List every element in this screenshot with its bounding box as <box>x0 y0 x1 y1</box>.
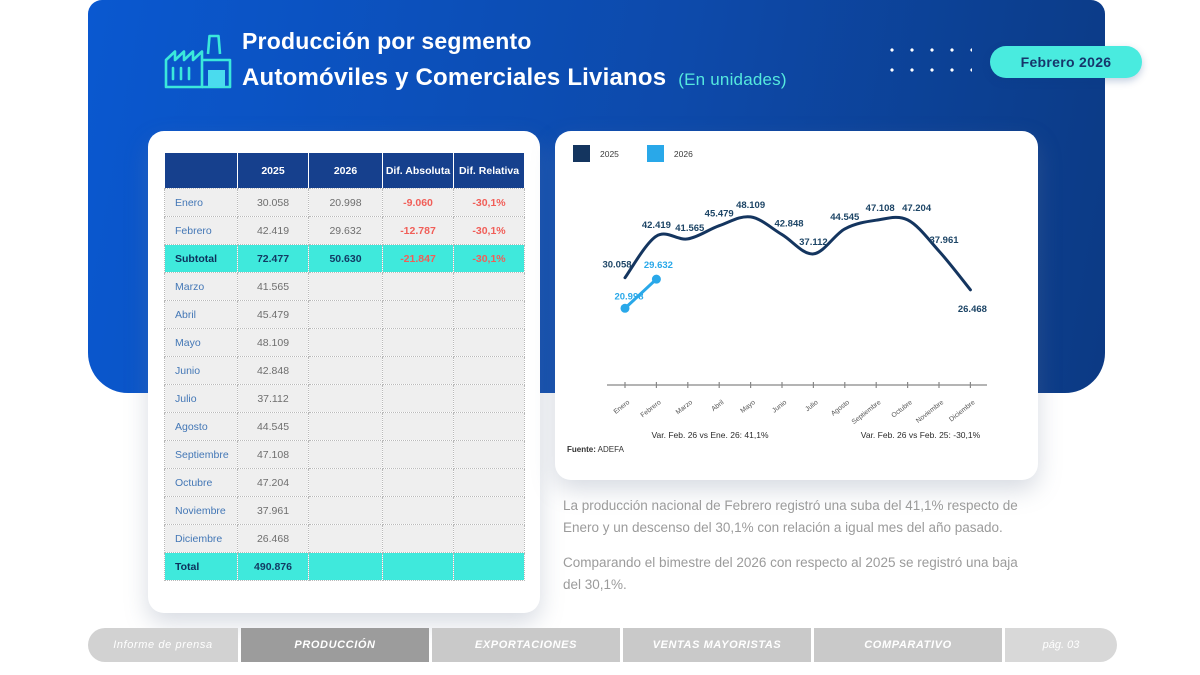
table-cell <box>383 413 454 441</box>
nav-tab-ventas-mayoristas[interactable]: VENTAS MAYORISTAS <box>623 628 811 662</box>
svg-text:44.545: 44.545 <box>830 211 860 223</box>
source-label: Fuente: <box>567 445 596 454</box>
table-cell: -30,1% <box>454 245 525 273</box>
table-cell <box>383 553 454 581</box>
table-cell <box>309 273 383 301</box>
table-cell: -30,1% <box>454 189 525 217</box>
table-cell: 44.545 <box>238 413 309 441</box>
table-cell: 26.468 <box>238 525 309 553</box>
table-cell <box>454 385 525 413</box>
table-cell <box>309 413 383 441</box>
table-cell <box>454 301 525 329</box>
table-cell: Agosto <box>165 413 238 441</box>
table-cell <box>309 357 383 385</box>
legend-label-2025: 2025 <box>600 148 619 159</box>
table-cell: 41.565 <box>238 273 309 301</box>
table-cell: 47.204 <box>238 469 309 497</box>
table-cell: Abril <box>165 301 238 329</box>
factory-icon <box>160 30 238 92</box>
svg-text:Julio: Julio <box>804 399 820 414</box>
svg-text:Febrero: Febrero <box>639 399 663 420</box>
svg-text:30.058: 30.058 <box>602 259 632 271</box>
nav-tab-comparativo[interactable]: COMPARATIVO <box>814 628 1002 662</box>
source-note <box>567 445 624 454</box>
svg-text:Mayo: Mayo <box>739 399 757 415</box>
table-cell <box>309 525 383 553</box>
svg-text:42.419: 42.419 <box>641 220 671 232</box>
table-row <box>165 413 525 441</box>
page-title: Producción por segmento <box>242 28 532 54</box>
svg-text:Marzo: Marzo <box>674 399 695 417</box>
legend-swatch-2026 <box>647 145 664 162</box>
table-cell <box>383 525 454 553</box>
svg-text:26.468: 26.468 <box>957 303 987 315</box>
table-cell <box>454 497 525 525</box>
table-cell <box>383 497 454 525</box>
table-row <box>165 385 525 413</box>
table-cell <box>454 441 525 469</box>
table-cell <box>383 385 454 413</box>
table-cell <box>454 329 525 357</box>
svg-text:Junio: Junio <box>771 399 789 415</box>
table-cell: 490.876 <box>238 553 309 581</box>
table-row <box>165 329 525 357</box>
svg-text:47.108: 47.108 <box>865 203 895 215</box>
table-cell <box>309 441 383 469</box>
legend-label-2026: 2026 <box>673 148 693 159</box>
table-cell: Mayo <box>165 329 238 357</box>
column-header <box>165 153 238 189</box>
table-cell <box>454 273 525 301</box>
variation-vs-prev-year: Var. Feb. 26 vs Feb. 25: -30,1% <box>860 430 981 440</box>
table-cell <box>383 441 454 469</box>
table-cell: 42.848 <box>238 357 309 385</box>
table-cell: Septiembre <box>165 441 238 469</box>
svg-text:42.848: 42.848 <box>774 218 804 230</box>
svg-text:41.565: 41.565 <box>675 222 705 234</box>
summary-text <box>563 495 1023 608</box>
svg-text:Diciembre: Diciembre <box>948 399 977 424</box>
table-row <box>165 189 525 217</box>
table-cell: 45.479 <box>238 301 309 329</box>
table-cell: 37.112 <box>238 385 309 413</box>
table-cell <box>383 273 454 301</box>
summary-paragraph-1: La producción nacional de Febrero registró una suba del 41,1% respecto de Enero y un descenso del 30,1% con relación a igual mes del año pasado. <box>563 498 1018 535</box>
table-cell: 20.998 <box>309 189 383 217</box>
table-cell: Octubre <box>165 469 238 497</box>
page-number: pág. 03 <box>1005 628 1117 662</box>
column-header: Dif. Absoluta <box>383 153 454 189</box>
table-cell: Marzo <box>165 273 238 301</box>
table-row <box>165 245 525 273</box>
svg-text:Abril: Abril <box>710 399 726 413</box>
table-cell: -12.787 <box>383 217 454 245</box>
table-row <box>165 217 525 245</box>
table-cell: Noviembre <box>165 497 238 525</box>
table-row <box>165 357 525 385</box>
table-cell: -9.060 <box>383 189 454 217</box>
table-cell: 72.477 <box>238 245 309 273</box>
table-cell: Julio <box>165 385 238 413</box>
svg-text:Noviembre: Noviembre <box>915 399 946 425</box>
table-cell <box>383 469 454 497</box>
table-cell <box>454 525 525 553</box>
svg-text:Agosto: Agosto <box>830 399 852 418</box>
table-row <box>165 497 525 525</box>
table-cell <box>309 301 383 329</box>
table-row <box>165 273 525 301</box>
dot-grid-decoration <box>880 38 972 88</box>
table-row <box>165 469 525 497</box>
table-cell <box>309 329 383 357</box>
table-cell <box>454 469 525 497</box>
table-cell: 47.108 <box>238 441 309 469</box>
table-cell: 37.961 <box>238 497 309 525</box>
table-cell: Subtotal <box>165 245 238 273</box>
table-row <box>165 441 525 469</box>
page-subtitle <box>242 64 787 92</box>
svg-text:Enero: Enero <box>612 399 632 416</box>
nav-tab-producci-n[interactable]: PRODUCCIÓN <box>241 628 429 662</box>
production-table-card <box>148 131 540 613</box>
source-value: ADEFA <box>597 445 624 454</box>
svg-text:48.109: 48.109 <box>736 199 766 211</box>
table-cell: -21.847 <box>383 245 454 273</box>
production-chart-card <box>555 131 1038 480</box>
table-cell <box>309 469 383 497</box>
table-cell: Total <box>165 553 238 581</box>
table-cell <box>309 385 383 413</box>
svg-text:45.479: 45.479 <box>704 208 734 220</box>
table-cell <box>383 301 454 329</box>
table-cell: Junio <box>165 357 238 385</box>
table-row <box>165 301 525 329</box>
chart-legend <box>573 145 693 162</box>
svg-text:37.961: 37.961 <box>929 235 959 247</box>
footer-navigation <box>88 628 1117 662</box>
variation-vs-prev-month: Var. Feb. 26 vs Ene. 26: 41,1% <box>651 430 769 440</box>
table-cell <box>454 357 525 385</box>
svg-text:20.998: 20.998 <box>614 291 644 303</box>
period-badge: Febrero 2026 <box>990 46 1142 78</box>
table-cell <box>454 413 525 441</box>
table-cell: 29.632 <box>309 217 383 245</box>
table-cell <box>454 553 525 581</box>
summary-paragraph-2: Comparando el bimestre del 2026 con respecto al 2025 se registró una baja del 30,1%. <box>563 554 1018 592</box>
table-cell: -30,1% <box>454 217 525 245</box>
production-table <box>164 152 525 581</box>
svg-text:Octubre: Octubre <box>890 399 914 420</box>
table-cell <box>309 553 383 581</box>
segment-title: Automóviles y Comerciales Livianos <box>242 64 667 91</box>
table-cell: Febrero <box>165 217 238 245</box>
legend-item-2025 <box>573 145 619 162</box>
svg-text:47.204: 47.204 <box>902 202 932 214</box>
column-header: 2026 <box>309 153 383 189</box>
table-cell: Diciembre <box>165 525 238 553</box>
table-cell <box>309 497 383 525</box>
units-note: (En unidades) <box>678 70 787 89</box>
nav-tab-informe-de-prensa[interactable]: Informe de prensa <box>88 628 238 662</box>
table-cell <box>383 357 454 385</box>
table-cell: 48.109 <box>238 329 309 357</box>
column-header: Dif. Relativa <box>454 153 525 189</box>
table-cell: 50.630 <box>309 245 383 273</box>
column-header: 2025 <box>238 153 309 189</box>
production-line-chart <box>555 131 1038 480</box>
table-cell: 42.419 <box>238 217 309 245</box>
table-header-row <box>165 153 525 189</box>
table-cell <box>383 329 454 357</box>
table-cell: Enero <box>165 189 238 217</box>
nav-tab-exportaciones[interactable]: EXPORTACIONES <box>432 628 620 662</box>
legend-swatch-2025 <box>573 145 590 162</box>
svg-text:29.632: 29.632 <box>643 260 673 272</box>
svg-text:37.112: 37.112 <box>799 236 828 248</box>
table-row <box>165 553 525 581</box>
table-cell: 30.058 <box>238 189 309 217</box>
table-row <box>165 525 525 553</box>
legend-item-2026 <box>647 145 693 162</box>
svg-text:Septiembre: Septiembre <box>850 399 883 426</box>
